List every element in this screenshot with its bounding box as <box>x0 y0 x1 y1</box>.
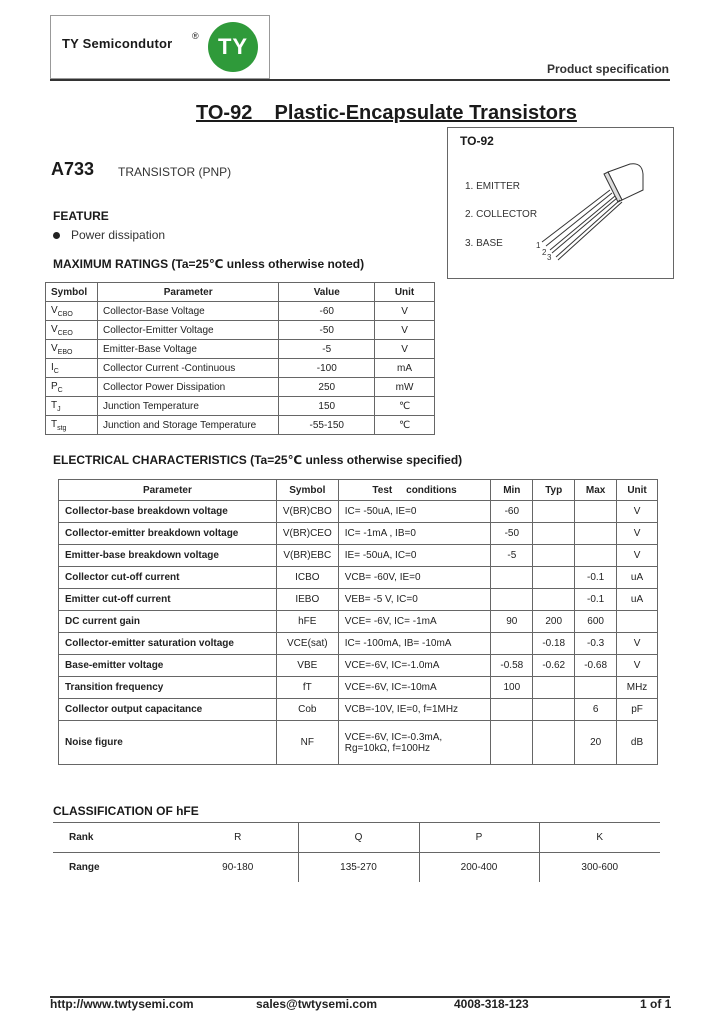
max-cell <box>575 501 617 523</box>
max-ratings-table <box>45 282 435 435</box>
min-cell <box>491 567 533 589</box>
min-cell: 90 <box>491 611 533 633</box>
registered-mark: ® <box>192 31 199 41</box>
symbol-cell: V(BR)EBC <box>276 545 338 567</box>
symbol-cell: VBE <box>276 655 338 677</box>
unit-cell: mA <box>375 359 435 378</box>
rank-cell: P <box>419 823 539 853</box>
table-row <box>59 611 658 633</box>
min-cell: -5 <box>491 545 533 567</box>
parameter-cell: Noise figure <box>59 721 277 765</box>
conditions-cell: VCE=-6V, IC=-0.3mA, Rg=10kΩ, f=100Hz <box>338 721 491 765</box>
col-parameter: Parameter <box>97 283 278 302</box>
parameter-cell: Collector-Emitter Voltage <box>97 321 278 340</box>
max-cell <box>575 545 617 567</box>
max-cell <box>575 523 617 545</box>
max-cell: 6 <box>575 699 617 721</box>
typ-cell: -0.18 <box>533 633 575 655</box>
symbol-cell: $P_C$ <box>46 378 98 397</box>
table-row <box>59 721 658 765</box>
table-header-row <box>59 480 658 501</box>
symbol-cell: $T_J$ <box>46 397 98 416</box>
max-ratings-heading: MAXIMUM RATINGS (Ta=25℃ unless otherwise noted) <box>53 257 365 271</box>
parameter-cell: Base-emitter voltage <box>59 655 277 677</box>
unit-cell: ℃ <box>375 416 435 435</box>
table-row <box>46 359 435 378</box>
part-type: TRANSISTOR (PNP) <box>118 165 232 179</box>
pin-2-label: 2. COLLECTOR <box>465 209 538 220</box>
typ-cell <box>533 721 575 765</box>
table-row <box>59 523 658 545</box>
parameter-cell: Collector Current -Continuous <box>97 359 278 378</box>
col-symbol: Symbol <box>46 283 98 302</box>
pin-number-3: 3 <box>547 253 552 262</box>
table-row <box>46 416 435 435</box>
conditions-cell: VEB= -5 V, IC=0 <box>338 589 491 611</box>
feature-item: Power dissipation <box>71 228 166 242</box>
range-cell: 90-180 <box>222 862 254 873</box>
parameter-cell: Emitter cut-off current <box>59 589 277 611</box>
table-row <box>59 677 658 699</box>
table-row <box>59 567 658 589</box>
symbol-cell: hFE <box>276 611 338 633</box>
value-cell: -60 <box>279 302 375 321</box>
parameter-cell: Junction Temperature <box>97 397 278 416</box>
table-row <box>46 397 435 416</box>
conditions-cell: VCE=-6V, IC=-1.0mA <box>338 655 491 677</box>
parameter-cell: Emitter-Base Voltage <box>97 340 278 359</box>
footer-phone: 4008-318-123 <box>454 997 529 1011</box>
spec-type: Product specification <box>546 62 669 76</box>
value-cell: 250 <box>279 378 375 397</box>
typ-cell <box>533 677 575 699</box>
min-cell: -0.58 <box>491 655 533 677</box>
unit-cell: V <box>375 321 435 340</box>
parameter-cell: Emitter-base breakdown voltage <box>59 545 277 567</box>
col-symbol: Symbol <box>276 480 338 501</box>
conditions-cell: IC= -50uA, IE=0 <box>338 501 491 523</box>
min-cell: -50 <box>491 523 533 545</box>
pin-number-1: 1 <box>536 241 541 250</box>
classification-table <box>53 822 660 882</box>
parameter-cell: Collector-base breakdown voltage <box>59 501 277 523</box>
symbol-cell: IEBO <box>276 589 338 611</box>
parameter-cell: Collector cut-off current <box>59 567 277 589</box>
classification-heading: CLASSIFICATION OF hFE <box>53 804 199 818</box>
value-cell: -5 <box>279 340 375 359</box>
value-cell: -100 <box>279 359 375 378</box>
max-cell: -0.68 <box>575 655 617 677</box>
col-min: Min <box>491 480 533 501</box>
unit-cell: ℃ <box>375 397 435 416</box>
range-label: Range <box>69 862 100 873</box>
conditions-cell: IE= -50uA, IC=0 <box>338 545 491 567</box>
unit-cell: V <box>375 340 435 359</box>
table-row <box>59 655 658 677</box>
rank-row <box>53 823 660 853</box>
conditions-cell: IC= -1mA , IB=0 <box>338 523 491 545</box>
parameter-cell: Collector output capacitance <box>59 699 277 721</box>
parameter-cell: Collector-emitter breakdown voltage <box>59 523 277 545</box>
header-divider <box>50 79 670 81</box>
parameter-cell: Junction and Storage Temperature <box>97 416 278 435</box>
range-cell: 200-400 <box>419 853 539 883</box>
unit-cell <box>617 611 658 633</box>
to92-package-drawing <box>530 160 650 265</box>
typ-cell <box>533 523 575 545</box>
symbol-cell: V(BR)CEO <box>276 523 338 545</box>
table-row <box>59 633 658 655</box>
table-row <box>59 545 658 567</box>
value-cell: -50 <box>279 321 375 340</box>
min-cell: -60 <box>491 501 533 523</box>
range-cell: 300-600 <box>539 853 660 883</box>
symbol-cell: V(BR)CBO <box>276 501 338 523</box>
table-row <box>59 699 658 721</box>
table-row <box>46 321 435 340</box>
footer-url[interactable]: http://www.twtysemi.com <box>50 997 194 1011</box>
parameter-cell: Transition frequency <box>59 677 277 699</box>
package-name: TO-92 <box>460 134 494 148</box>
unit-cell: uA <box>617 567 658 589</box>
typ-cell <box>533 699 575 721</box>
unit-cell: V <box>375 302 435 321</box>
max-cell: -0.3 <box>575 633 617 655</box>
max-cell: 600 <box>575 611 617 633</box>
part-number: A733 <box>51 159 95 179</box>
parameter-cell: DC current gain <box>59 611 277 633</box>
table-row <box>59 501 658 523</box>
parameter-cell: Collector-emitter saturation voltage <box>59 633 277 655</box>
value-cell: -55-150 <box>279 416 375 435</box>
unit-cell: V <box>617 633 658 655</box>
min-cell <box>491 589 533 611</box>
parameter-cell: Collector Power Dissipation <box>97 378 278 397</box>
table-row <box>46 302 435 321</box>
rank-cell: Q <box>298 823 419 853</box>
table-row <box>46 378 435 397</box>
symbol-cell: $T_{stg}$ <box>46 416 98 435</box>
footer-page-number: 1 of 1 <box>640 997 672 1011</box>
rank-label: Rank <box>53 823 178 853</box>
symbol-cell: VCE(sat) <box>276 633 338 655</box>
company-name: TY Semicondutor <box>62 36 173 51</box>
col-value: Value <box>279 283 375 302</box>
typ-cell <box>533 545 575 567</box>
symbol-cell: $V_{CBO}$ <box>46 302 98 321</box>
rank-cell: R <box>178 823 298 853</box>
col-parameter: Parameter <box>59 480 277 501</box>
symbol-cell: $I_C$ <box>46 359 98 378</box>
conditions-cell: IC= -100mA, IB= -10mA <box>338 633 491 655</box>
max-cell: -0.1 <box>575 589 617 611</box>
unit-cell: MHz <box>617 677 658 699</box>
typ-cell <box>533 567 575 589</box>
conditions-cell: VCB=-10V, IE=0, f=1MHz <box>338 699 491 721</box>
col-unit: Unit <box>375 283 435 302</box>
symbol-cell: ICBO <box>276 567 338 589</box>
symbol-cell: fT <box>276 677 338 699</box>
symbol-cell: NF <box>276 721 338 765</box>
range-row <box>53 853 660 883</box>
min-cell: 100 <box>491 677 533 699</box>
symbol-cell: Cob <box>276 699 338 721</box>
min-cell <box>491 633 533 655</box>
conditions-cell: VCB= -60V, IE=0 <box>338 567 491 589</box>
company-logo: TY <box>208 22 258 72</box>
min-cell <box>491 721 533 765</box>
unit-cell: pF <box>617 699 658 721</box>
typ-cell <box>533 501 575 523</box>
conditions-cell: VCE=-6V, IC=-10mA <box>338 677 491 699</box>
electrical-table <box>58 479 658 765</box>
col-unit: Unit <box>617 480 658 501</box>
col-max: Max <box>575 480 617 501</box>
pin-number-2: 2 <box>542 248 547 257</box>
unit-cell: V <box>617 655 658 677</box>
pin-1-label: 1. EMITTER <box>465 181 521 192</box>
table-row <box>46 340 435 359</box>
pin-3-label: 3. BASE <box>465 238 503 249</box>
table-row <box>59 589 658 611</box>
footer-email[interactable]: sales@twtysemi.com <box>256 997 378 1011</box>
bullet-icon <box>53 232 60 239</box>
document-title: TO-92 Plastic-Encapsulate Transistors <box>196 102 577 124</box>
unit-cell: uA <box>617 589 658 611</box>
parameter-cell: Collector-Base Voltage <box>97 302 278 321</box>
symbol-cell: $V_{EBO}$ <box>46 340 98 359</box>
typ-cell: -0.62 <box>533 655 575 677</box>
col-typ: Typ <box>533 480 575 501</box>
max-cell: -0.1 <box>575 567 617 589</box>
value-cell: 150 <box>279 397 375 416</box>
typ-cell <box>533 589 575 611</box>
unit-cell: V <box>617 523 658 545</box>
conditions-cell: VCE= -6V, IC= -1mA <box>338 611 491 633</box>
unit-cell: V <box>617 545 658 567</box>
electrical-heading: ELECTRICAL CHARACTERISTICS (Ta=25℃ unless otherwise specified) <box>53 453 463 467</box>
unit-cell: mW <box>375 378 435 397</box>
typ-cell: 200 <box>533 611 575 633</box>
range-cell: 135-270 <box>298 853 419 883</box>
unit-cell: dB <box>617 721 658 765</box>
col-conditions: Test conditions <box>338 480 491 501</box>
rank-cell: K <box>539 823 660 853</box>
table-header-row <box>46 283 435 302</box>
symbol-cell: $V_{CEO}$ <box>46 321 98 340</box>
max-cell <box>575 677 617 699</box>
unit-cell: V <box>617 501 658 523</box>
max-cell: 20 <box>575 721 617 765</box>
feature-heading: FEATURE <box>53 209 109 223</box>
min-cell <box>491 699 533 721</box>
